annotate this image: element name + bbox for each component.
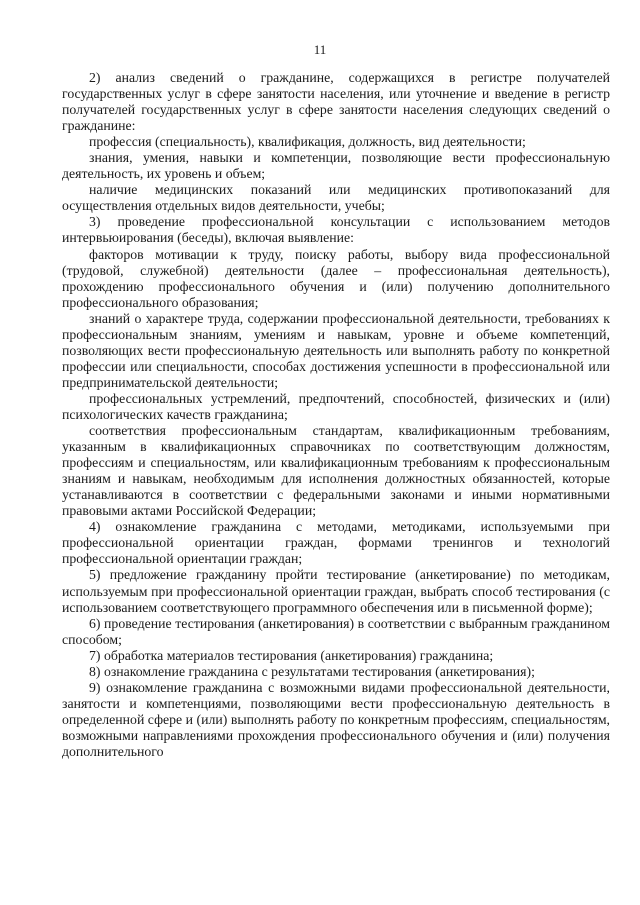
paragraph-4-methods: 4) ознакомление гражданина с методами, методиками, используемыми при профессиональной ориентации граждан, формами тренингов и технологий профессиональной ориентации граждан;: [62, 519, 610, 567]
page-number: 11: [313, 42, 327, 57]
paragraph-profession: профессия (специальность), квалификация, должность, вид деятельности;: [89, 134, 526, 150]
paragraph-work-knowledge: знаний о характере труда, содержании профессиональной деятельности, требованиях к профессиональным знаниям, умениям и навыкам, уровне и объеме компетенций, позволяющих вести профессиональную деятельность или выполнять работу по конкретной профессии или специальности, способах достижения успешности в профессиональной или предпринимательской деятельности;: [62, 310, 610, 390]
paragraph-8-results: 8) ознакомление гражданина с результатами тестирования (анкетирования);: [89, 663, 535, 679]
paragraph-3-consultation: 3) проведение профессиональной консультации с использованием методов интервьюирования (беседы), включая выявление:: [62, 214, 610, 246]
paragraph-medical: наличие медицинских показаний или медицинских противопоказаний для осуществления отдельных видов деятельности, учебы;: [62, 182, 610, 214]
paragraph-2-analysis: 2) анализ сведений о гражданине, содержащихся в регистре получателей государственных услуг в сфере занятости населения, или уточнение и введение в регистр получателей государственных услуг в сфере занятости населения следующих сведений о гражданине:: [62, 70, 610, 134]
paragraph-9-options: 9) ознакомление гражданина с возможными видами профессиональной деятельности, занятости и компетенциями, позволяющими вести профессиональную деятельность в определенной сфере и (или) выполнять работу по конкретным профессиям, специальностям, возможными направлениями прохождения профессионального обучения и (или) получения дополнительного: [62, 679, 610, 759]
paragraph-5-testing-offer: 5) предложение гражданину пройти тестирование (анкетирование) по методикам, используемым при профессиональной ориентации граждан, выбрать способ тестирования (с использованием соответствующего программного обеспечения или в письменной форме);: [62, 567, 610, 615]
paragraph-6-testing: 6) проведение тестирования (анкетирования) в соответствии с выбранным гражданином способом;: [62, 615, 610, 647]
paragraph-motivation: факторов мотивации к труду, поиску работы, выбору вида профессиональной (трудовой, служебной) деятельности (далее – профессиональная деятельность), прохождению профессионального обучения и (или) получению дополнительного профессионального образования;: [62, 246, 610, 310]
body-text: [62, 70, 610, 760]
paragraph-aspirations: профессиональных устремлений, предпочтений, способностей, физических и (или) психологических качеств гражданина;: [62, 390, 610, 422]
paragraph-7-processing: 7) обработка материалов тестирования (анкетирования) гражданина;: [89, 647, 494, 663]
paragraph-standards: соответствия профессиональным стандартам, квалификационным требованиям, указанным в квалификационных справочниках по соответствующим должностям, профессиям и специальностям, или квалификационным требованиям к профессиональным знаниям и навыкам, необходимым для исполнения должностных обязанностей, которые устанавливаются в соответствии с федеральными законами и иными нормативными правовыми актами Российской Федерации;: [62, 423, 610, 519]
paragraph-knowledge: знания, умения, навыки и компетенции, позволяющие вести профессиональную деятельность, их уровень и объем;: [62, 150, 610, 182]
